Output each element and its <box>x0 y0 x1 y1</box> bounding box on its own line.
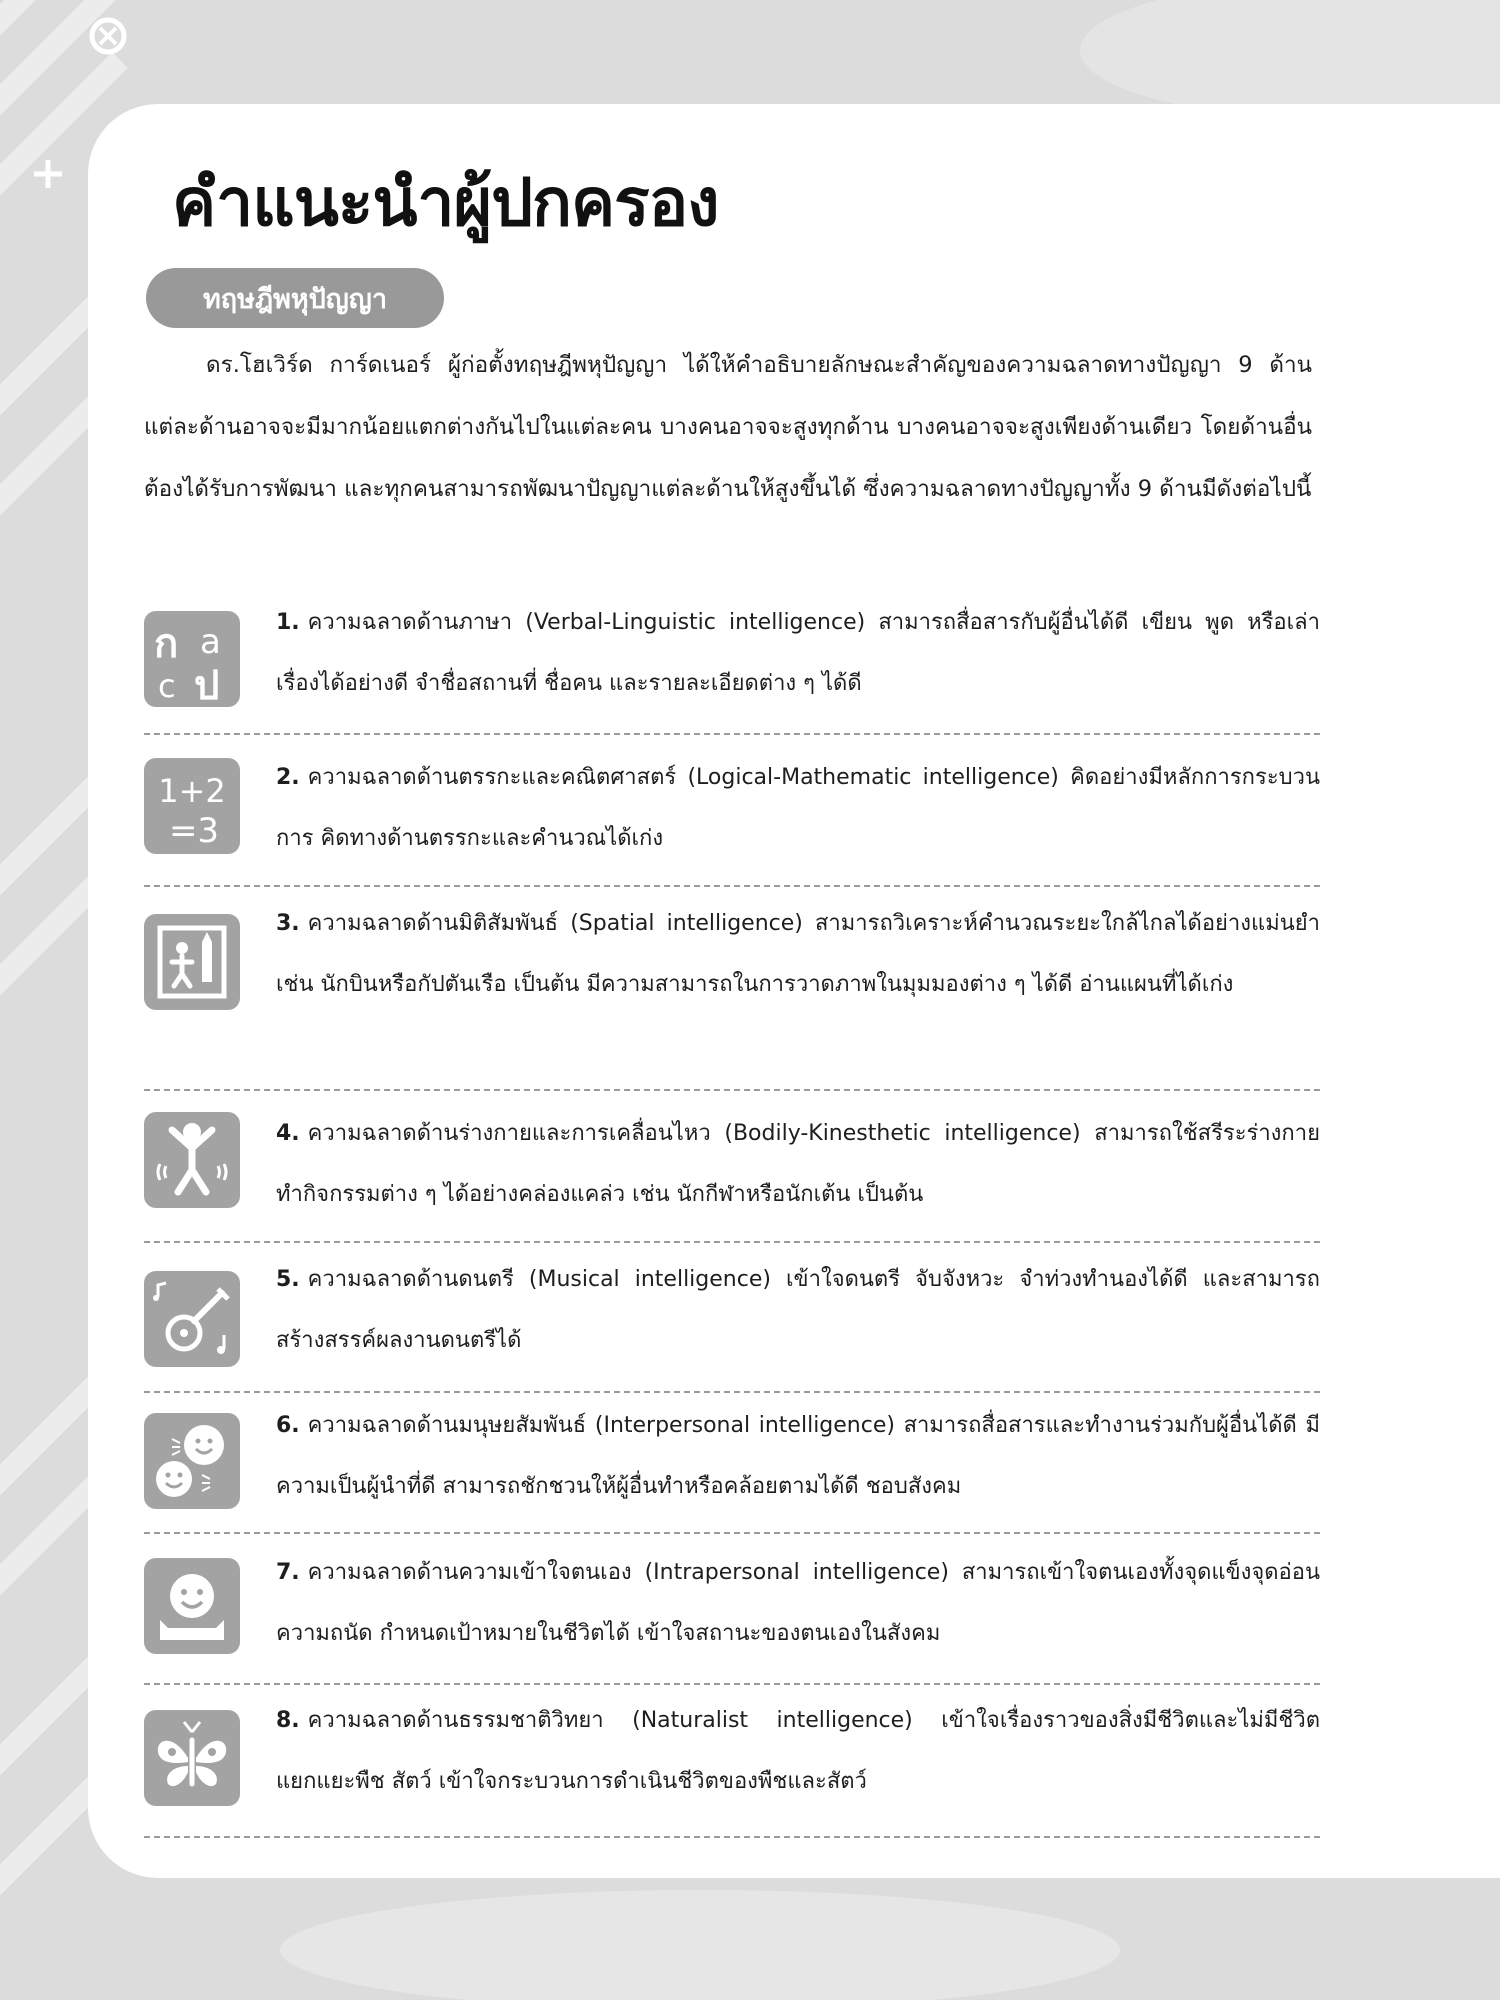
item-description: ความฉลาดด้านมนุษยสัมพันธ์ (Interpersonal intelligence) สามารถสื่อสารและทำงานร่วมกับผู้อื่นได้ดี มีความเป็นผู้นำที่ดี สามารถชักชวนให้ผู้อื่นทำหรือคล้อยตามได้ดี ชอบสังคม <box>276 1413 1320 1499</box>
svg-text:a: a <box>200 622 221 662</box>
item-description: ความฉลาดด้านตรรกะและคณิตศาสตร์ (Logical-Mathematic intelligence) คิดอย่างมีหลักการกระบวนการ คิดทางด้านตรรกะและคำนวณได้เก่ง <box>276 765 1320 851</box>
item-text <box>276 747 1320 869</box>
item-number: 7. <box>276 1560 300 1585</box>
dancing-person-icon <box>144 1112 240 1208</box>
item-text <box>276 1103 1320 1225</box>
svg-text:c: c <box>158 667 176 705</box>
divider <box>144 733 1320 735</box>
guitar-music-icon <box>144 1271 240 1367</box>
svg-text:ก: ก <box>154 621 179 667</box>
item-number: 5. <box>276 1267 300 1292</box>
svg-text:1+2: 1+2 <box>158 772 226 810</box>
divider <box>144 1836 1320 1838</box>
svg-text:=3: =3 <box>168 811 220 851</box>
item-description: ความฉลาดด้านธรรมชาติวิทยา (Naturalist intelligence) เข้าใจเรื่องราวของสิ่งมีชีวิตและไม่มีชีวิต แยกแยะพืช สัตว์ เข้าใจกระบวนการดำเนินชีวิตของพืชและสัตว์ <box>276 1708 1320 1794</box>
item-description: ความฉลาดด้านความเข้าใจตนเอง (Intrapersonal intelligence) สามารถเข้าใจตนเองทั้งจุดแข็งจุดอ่อน ความถนัด กำหนดเป้าหมายในชีวิตได้ เข้าใจสถานะของตนเองในสังคม <box>276 1560 1320 1646</box>
butterfly-icon <box>144 1710 240 1806</box>
item-number: 3. <box>276 911 300 936</box>
item-text <box>276 893 1320 1015</box>
item-number: 6. <box>276 1413 300 1438</box>
talking-faces-icon <box>144 1413 240 1509</box>
item-text <box>276 1542 1320 1664</box>
item-description: ความฉลาดด้านภาษา (Verbal-Linguistic intelligence) สามารถสื่อสารกับผู้อื่นได้ดี เขียน พูด หรือเล่าเรื่องได้อย่างดี จำชื่อสถานที่ ชื่อคน และรายละเอียดต่าง ๆ ได้ดี <box>276 610 1320 696</box>
language-letters-icon <box>144 611 240 707</box>
item-text <box>276 1690 1320 1812</box>
divider <box>144 1241 1320 1243</box>
item-number: 1. <box>276 610 300 635</box>
item-number: 2. <box>276 765 300 790</box>
divider <box>144 1089 1320 1091</box>
item-description: ความฉลาดด้านดนตรี (Musical intelligence) เข้าใจดนตรี จับจังหวะ จำท่วงทำนองได้ดี และสามารถสร้างสรรค์ผลงานดนตรีได้ <box>276 1267 1320 1353</box>
math-equation-icon <box>144 758 240 854</box>
drawing-frame-icon <box>144 914 240 1010</box>
item-number: 8. <box>276 1708 300 1733</box>
svg-text:ป: ป <box>194 663 220 707</box>
divider <box>144 885 1320 887</box>
item-text <box>276 1395 1320 1517</box>
item-description: ความฉลาดด้านมิติสัมพันธ์ (Spatial intelligence) สามารถวิเคราะห์คำนวณระยะใกล้ไกลได้อย่างแม่นยำ เช่น นักบินหรือกัปตันเรือ เป็นต้น มีความสามารถในการวาดภาพในมุมมองต่าง ๆ ได้ดี อ่านแผนที่ได้เก่ง <box>276 911 1320 997</box>
item-text <box>276 592 1320 714</box>
divider <box>144 1683 1320 1685</box>
divider <box>144 1391 1320 1393</box>
item-description: ความฉลาดด้านร่างกายและการเคลื่อนไหว (Bodily-Kinesthetic intelligence) สามารถใช้สรีระร่างกายทำกิจกรรมต่าง ๆ ได้อย่างคล่องแคล่ว เช่น นักกีฬาหรือนักเต้น เป็นต้น <box>276 1121 1320 1207</box>
section-label: ทฤษฎีพหุปัญญา <box>146 268 444 328</box>
smiling-person-icon <box>144 1558 240 1654</box>
divider <box>144 1532 1320 1534</box>
item-number: 4. <box>276 1121 300 1146</box>
item-text <box>276 1249 1320 1371</box>
page-title: คำแนะนำผู้ปกครอง <box>172 164 719 241</box>
intro-paragraph: ดร.โฮเวิร์ด การ์ดเนอร์ ผู้ก่อตั้งทฤษฎีพหุปัญญา ได้ให้คำอธิบายลักษณะสำคัญของความฉลาดทางปัญญา 9 ด้าน แต่ละด้านอาจจะมีมากน้อยแตกต่างกันไปในแต่ละคน บางคนอาจจะสูงทุกด้าน บางคนอาจจะสูงเพียงด้านเดียว โดยด้านอื่นต้องได้รับการพัฒนา และทุกคนสามารถพัฒนาปัญญาแต่ละด้านให้สูงขึ้นได้ ซึ่งความฉลาดทางปัญญาทั้ง 9 ด้านมีดังต่อไปนี้ <box>144 352 1312 502</box>
